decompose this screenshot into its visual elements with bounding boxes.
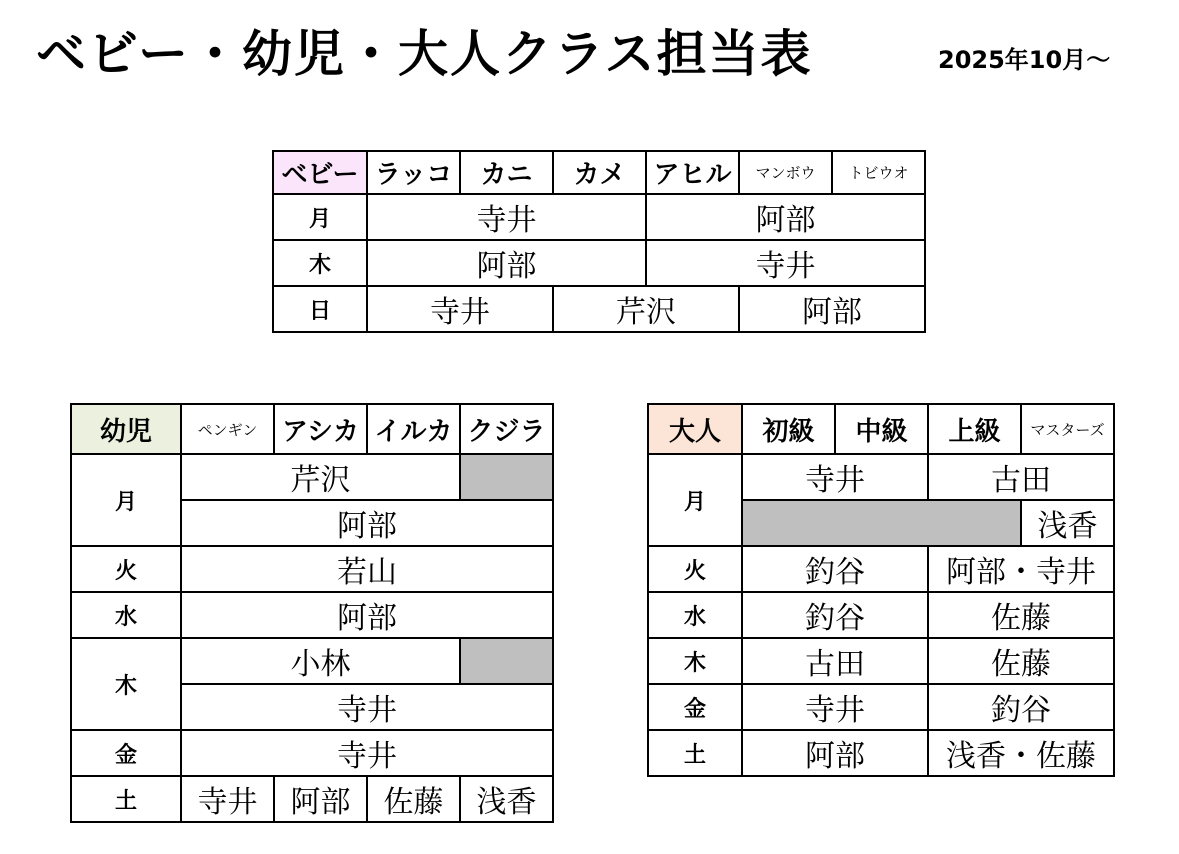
instructor-cell: 小林: [181, 638, 460, 684]
table-row: [273, 194, 925, 240]
adult-class-beginner: 初級: [742, 404, 835, 454]
baby-corner-label: ベビー: [273, 151, 367, 194]
instructor-cell: 寺井: [181, 776, 274, 822]
table-row: [273, 286, 925, 332]
instructor-cell: 阿部: [742, 730, 928, 776]
table-row: [648, 684, 1114, 730]
instructor-cell: 芹沢: [553, 286, 739, 332]
instructor-cell: 浅香・佐藤: [928, 730, 1114, 776]
day-label: 木: [71, 638, 181, 730]
instructor-cell: 若山: [181, 546, 553, 592]
instructor-cell: 古田: [928, 454, 1114, 500]
instructor-cell: 佐藤: [367, 776, 460, 822]
day-label: 月: [648, 454, 742, 546]
instructor-cell: 寺井: [181, 730, 553, 776]
table-row: [71, 730, 553, 776]
child-class-kujira: クジラ: [460, 404, 553, 454]
instructor-cell: 阿部: [367, 240, 646, 286]
instructor-cell: 阿部: [181, 500, 553, 546]
day-label: 月: [71, 454, 181, 546]
table-row: [648, 592, 1114, 638]
adult-class-intermediate: 中級: [835, 404, 928, 454]
instructor-cell: 浅香: [1021, 500, 1114, 546]
instructor-cell: 芹沢: [181, 454, 460, 500]
empty-slot: [460, 454, 553, 500]
instructor-cell: 佐藤: [928, 592, 1114, 638]
baby-class-manbou: マンボウ: [739, 151, 832, 194]
baby-class-kani: カニ: [460, 151, 553, 194]
adult-corner-label: 大人: [648, 404, 742, 454]
adult-class-table: [647, 403, 1115, 777]
table-row: [273, 240, 925, 286]
table-row: [648, 546, 1114, 592]
adult-class-advanced: 上級: [928, 404, 1021, 454]
day-label: 金: [71, 730, 181, 776]
child-class-ashika: アシカ: [274, 404, 367, 454]
adult-class-masters: マスターズ: [1021, 404, 1114, 454]
instructor-cell: 古田: [742, 638, 928, 684]
instructor-cell: 浅香: [460, 776, 553, 822]
instructor-cell: 阿部・寺井: [928, 546, 1114, 592]
baby-class-ahiru: アヒル: [646, 151, 739, 194]
instructor-cell: 寺井: [367, 286, 553, 332]
page-title: ベビー・幼児・大人クラス担当表: [36, 25, 813, 83]
baby-class-tobiuo: トビウオ: [832, 151, 925, 194]
child-class-iruka: イルカ: [367, 404, 460, 454]
instructor-cell: 寺井: [742, 454, 928, 500]
empty-slot: [742, 500, 1021, 546]
empty-slot: [460, 638, 553, 684]
day-label: 日: [273, 286, 367, 332]
instructor-cell: 寺井: [181, 684, 553, 730]
day-label: 木: [648, 638, 742, 684]
table-row: [648, 454, 1114, 500]
instructor-cell: 阿部: [646, 194, 925, 240]
day-label: 水: [648, 592, 742, 638]
adult-header-row: [648, 404, 1114, 454]
day-label: 木: [273, 240, 367, 286]
instructor-cell: 寺井: [367, 194, 646, 240]
day-label: 火: [71, 546, 181, 592]
baby-class-rakko: ラッコ: [367, 151, 460, 194]
table-row: [71, 546, 553, 592]
day-label: 火: [648, 546, 742, 592]
instructor-cell: 阿部: [181, 592, 553, 638]
child-class-pengin: ペンギン: [181, 404, 274, 454]
instructor-cell: 釣谷: [742, 546, 928, 592]
table-row: [71, 638, 553, 684]
instructor-cell: 阿部: [274, 776, 367, 822]
day-label: 土: [648, 730, 742, 776]
day-label: 土: [71, 776, 181, 822]
baby-class-table: [272, 150, 926, 333]
day-label: 金: [648, 684, 742, 730]
instructor-cell: 阿部: [739, 286, 925, 332]
instructor-cell: 釣谷: [742, 592, 928, 638]
baby-class-kame: カメ: [553, 151, 646, 194]
table-row: [648, 638, 1114, 684]
instructor-cell: 佐藤: [928, 638, 1114, 684]
table-row: [71, 592, 553, 638]
child-header-row: [71, 404, 553, 454]
day-label: 水: [71, 592, 181, 638]
table-row: [71, 454, 553, 500]
instructor-cell: 寺井: [646, 240, 925, 286]
child-corner-label: 幼児: [71, 404, 181, 454]
instructor-cell: 寺井: [742, 684, 928, 730]
table-row: [71, 776, 553, 822]
child-class-table: [70, 403, 554, 823]
baby-header-row: [273, 151, 925, 194]
table-row: [648, 730, 1114, 776]
instructor-cell: 釣谷: [928, 684, 1114, 730]
day-label: 月: [273, 194, 367, 240]
effective-date: 2025年10月～: [938, 46, 1111, 74]
